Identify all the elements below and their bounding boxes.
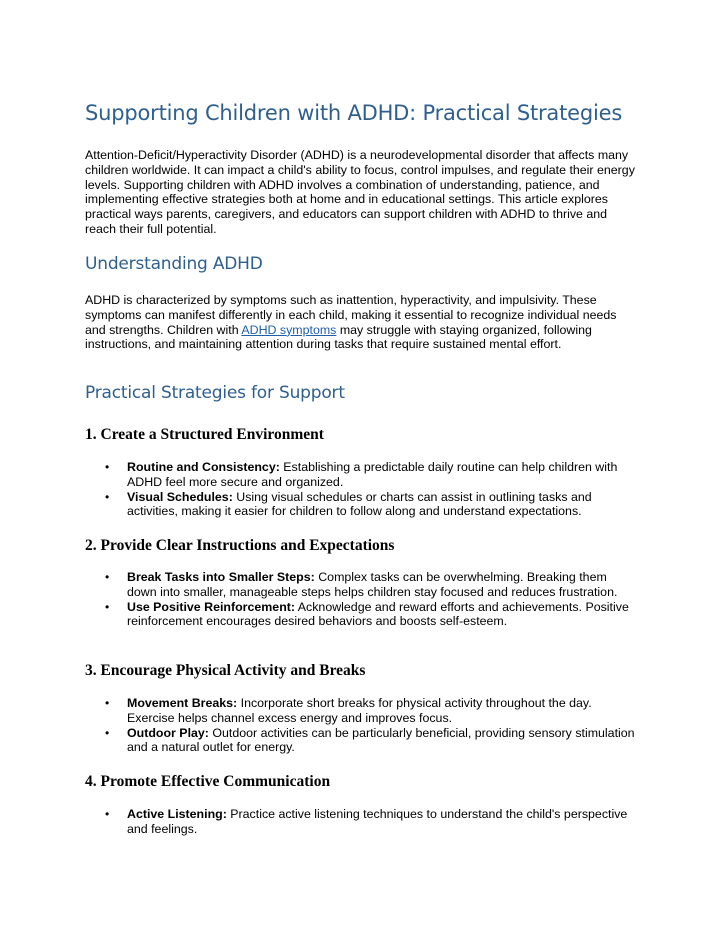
understanding-text-after-link: may struggle with staying organized, following instructions, and maintaining attention during tasks that require sustained mental effort.	[85, 322, 592, 352]
section-heading-strategies: Practical Strategies for Support	[85, 383, 345, 403]
list-item-label: Outdoor Play:	[127, 725, 209, 740]
subsection-heading-structured-environment: 1. Create a Structured Environment	[85, 426, 324, 443]
list-item-label: Movement Breaks:	[127, 696, 238, 710]
list-item	[85, 807, 637, 837]
list-item-label: Use Positive Reinforcement:	[127, 599, 296, 614]
list-item-text: Practice active listening techniques to understand the child's perspective and feelings.	[127, 807, 628, 836]
communication-list	[85, 807, 637, 837]
list-item-text: Outdoor activities can be particularly beneficial, providing sensory stimulation and a natural outlet for energy.	[127, 725, 635, 755]
list-item	[85, 490, 637, 520]
list-item	[85, 696, 637, 726]
list-item	[85, 600, 637, 630]
list-item-text: Incorporate short breaks for physical activity throughout the day. Exercise helps channel excess energy and improves focus.	[127, 696, 592, 725]
subsection-heading-physical-activity: 3. Encourage Physical Activity and Breaks	[85, 662, 366, 679]
clear-instructions-list	[85, 570, 637, 629]
intro-paragraph: Attention-Deficit/Hyperactivity Disorder (ADHD) is a neurodevelopmental disorder that affects many children worldwide. It can impact a child's ability to focus, control impulses, and regulate their energy levels. Supporting children with ADHD involves a combination of understanding, patience, and implementing effective strategies both at home and in educational settings. This article explores practical ways parents, caregivers, and educators can support children with ADHD to thrive and reach their full potential.	[85, 148, 635, 236]
list-item-label: Break Tasks into Smaller Steps:	[127, 570, 315, 584]
list-item	[85, 726, 637, 756]
list-item-text: Complex tasks can be overwhelming. Breaking them down into smaller, manageable steps helps children stay focused and reduces frustration.	[127, 570, 618, 599]
list-item	[85, 570, 637, 600]
list-item-text: Acknowledge and reward efforts and achievements. Positive reinforcement encourages desired behaviors and boosts self-esteem.	[127, 599, 629, 629]
list-item-text: Establishing a predictable daily routine can help children with ADHD feel more secure and organized.	[127, 460, 618, 489]
list-item-label: Active Listening:	[127, 807, 227, 821]
structured-environment-list	[85, 460, 637, 519]
understanding-text-before-link: ADHD is characterized by symptoms such as inattention, hyperactivity, and impulsivity. These symptoms can manifest differently in each child, making it essential to recognize individual needs and strengths. Children with	[85, 293, 617, 337]
page-title: Supporting Children with ADHD: Practical Strategies	[85, 101, 623, 125]
subsection-heading-clear-instructions: 2. Provide Clear Instructions and Expectations	[85, 537, 395, 554]
understanding-paragraph	[85, 293, 637, 352]
section-heading-understanding: Understanding ADHD	[85, 254, 263, 274]
subsection-heading-communication: 4. Promote Effective Communication	[85, 773, 331, 790]
list-item-label: Visual Schedules:	[127, 489, 233, 504]
list-item	[85, 460, 637, 490]
list-item-text: Using visual schedules or charts can assist in outlining tasks and activities, making it easier for children to follow along and understand expectations.	[127, 489, 592, 519]
physical-activity-list	[85, 696, 637, 755]
adhd-symptoms-link[interactable]: ADHD symptoms	[241, 322, 337, 337]
list-item-label: Routine and Consistency:	[127, 460, 280, 474]
